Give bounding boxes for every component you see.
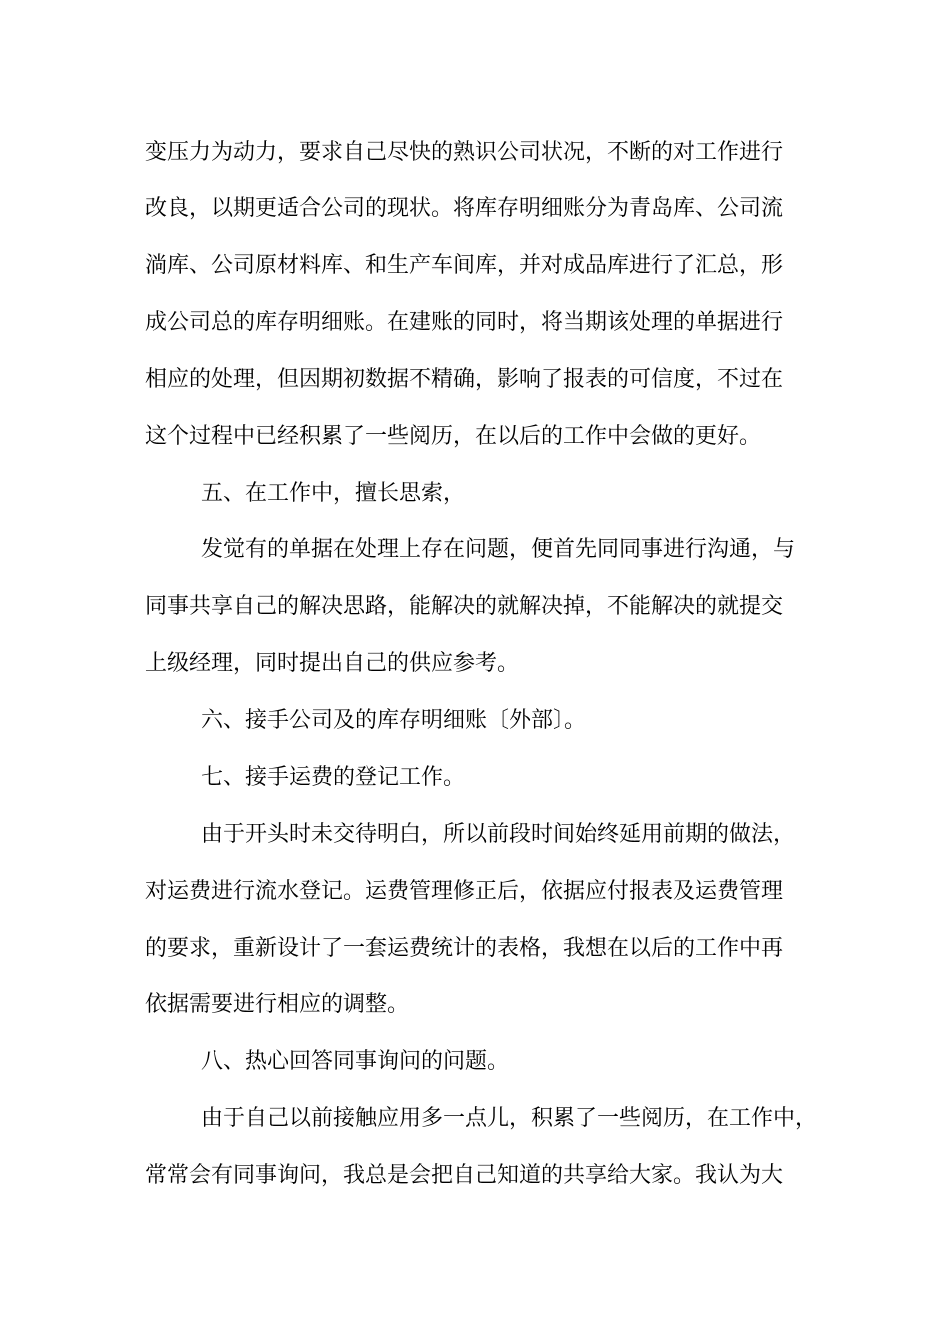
text-line-8: 发觉有的单据在处理上存在问题，便首先同同事进行沟通，与 — [201, 537, 796, 562]
text-line-1: 变压力为动力，要求自己尽快的熟识公司状况，不断的对工作进行 — [145, 140, 784, 165]
section-heading-8: 八、热心回答同事询问的问题。 — [201, 1049, 510, 1074]
text-line-5: 相应的处理，但因期初数据不精确，影响了报表的可信度，不过在 — [145, 367, 784, 392]
text-line-14: 对运费进行流水登记。运费管理修正后，依据应付报表及运费管理 — [145, 879, 784, 904]
section-heading-5: 五、在工作中，擅长思索， — [201, 481, 466, 506]
text-line-9: 同事共享自己的解决思路，能解决的就解决掉，不能解决的就提交 — [145, 594, 784, 619]
text-line-16: 依据需要进行相应的调整。 — [145, 992, 410, 1017]
section-heading-6: 六、接手公司及的库存明细账〔外部〕。 — [201, 708, 587, 733]
text-line-10: 上级经理，同时提出自己的供应参考。 — [145, 651, 520, 676]
text-line-19: 常常会有同事询问，我总是会把自己知道的共享给大家。我认为大 — [145, 1163, 784, 1188]
text-line-6: 这个过程中已经积累了一些阅历，在以后的工作中会做的更好。 — [145, 424, 762, 449]
text-line-13: 由于开头时未交待明白，所以前段时间始终延用前期的做法， — [201, 822, 796, 847]
section-heading-7: 七、接手运费的登记工作。 — [201, 765, 466, 790]
text-line-3: 淌库、公司原材料库、和生产车间库，并对成品库进行了汇总，形 — [145, 253, 784, 278]
text-line-4: 成公司总的库存明细账。在建账的同时，将当期该处理的单据进行 — [145, 310, 784, 335]
text-line-15: 的要求，重新设计了一套运费统计的表格，我想在以后的工作中再 — [145, 936, 784, 961]
text-line-18: 由于自己以前接触应用多一点儿，积累了一些阅历，在工作中， — [201, 1106, 818, 1131]
text-line-2: 改良，以期更适合公司的现状。将库存明细账分为青岛库、公司流 — [145, 196, 784, 221]
